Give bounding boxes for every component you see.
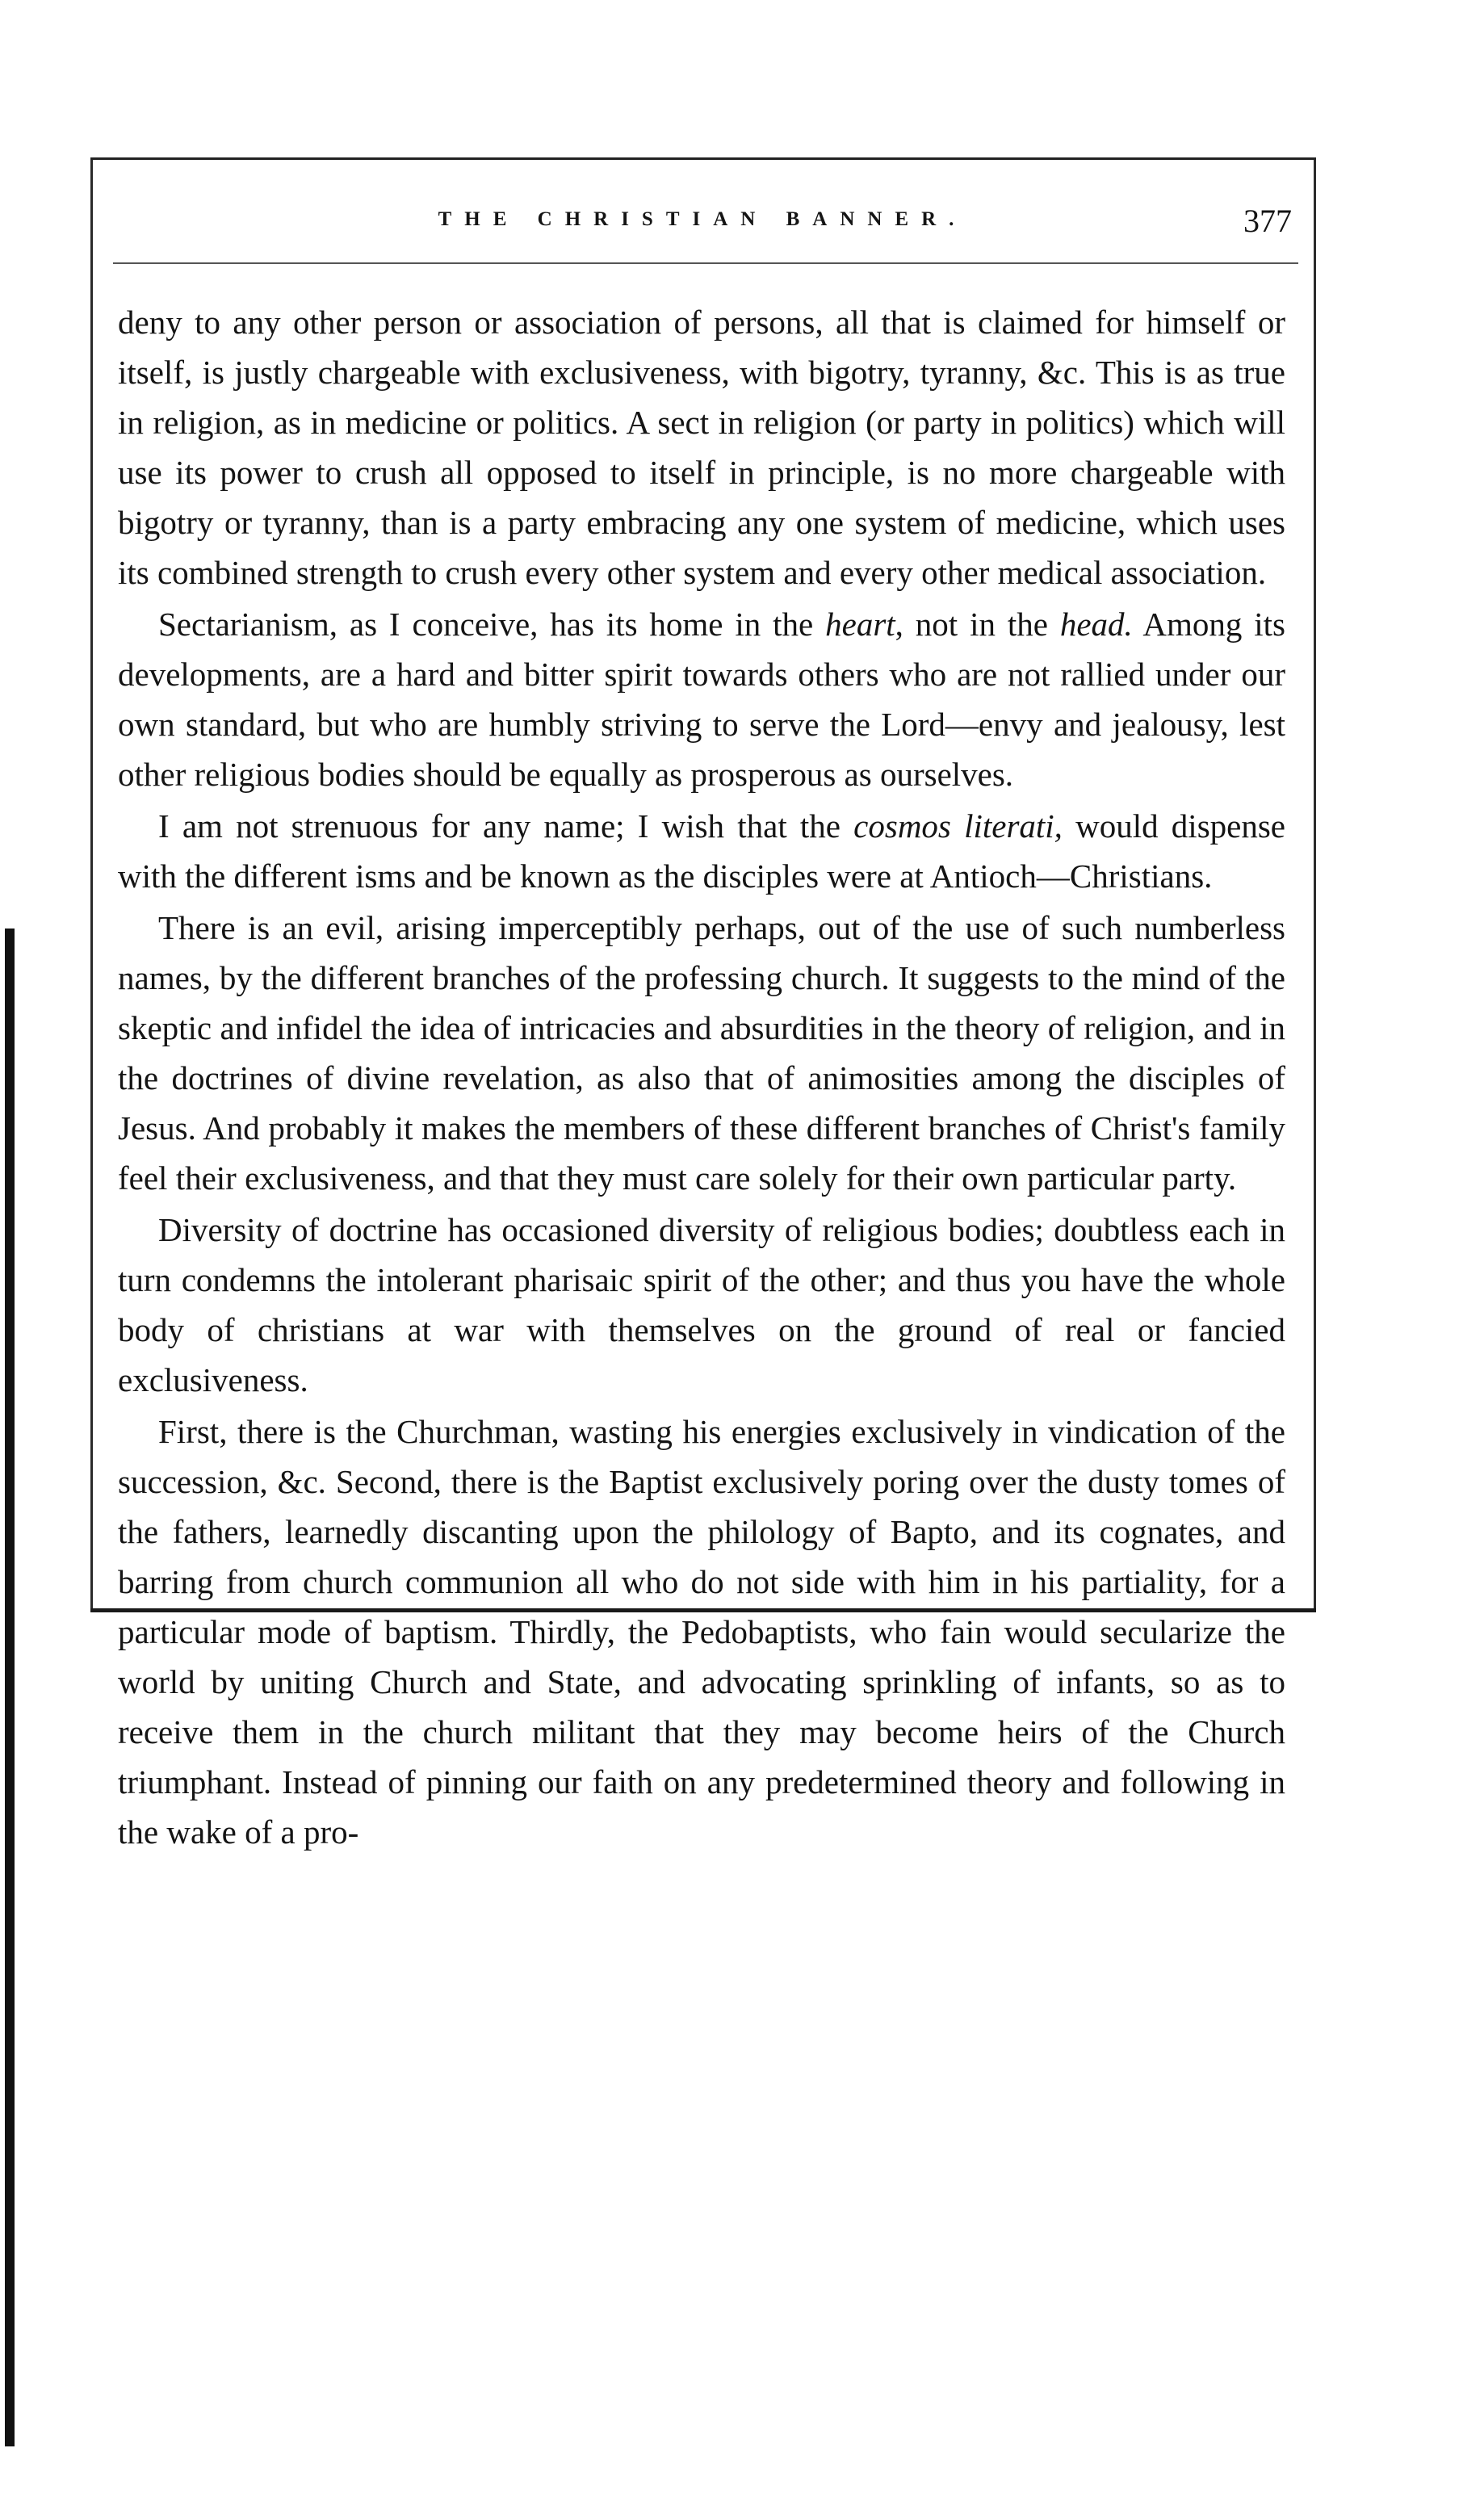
bottom-rule: [90, 1608, 1316, 1612]
paragraph-2-part-b: , not in the: [895, 606, 1060, 643]
paragraph-2: [118, 599, 1285, 799]
paragraph-3: [118, 801, 1285, 901]
emphasis-heart: heart: [825, 606, 895, 643]
paragraph-2-part-a: Sectarianism, as I conceive, has its home in the: [158, 606, 826, 643]
paragraph-3-part-a: I am not strenuous for any name; I wish that the: [158, 807, 854, 845]
paragraph-4: There is an evil, arising imperceptibly perhaps, out of the use of such numberless names, by the different branches of the professing church. It suggests to the mind of the skeptic and infidel the idea of intricacies and absurdities in the theory of religion, and in the doctrines of divine revelation, as also that of animosities among the disciples of Jesus. And probably it makes the members of these different branches of Christ's family feel their exclusiveness, and that they must care solely for their own particular party.: [118, 909, 1285, 1197]
paragraph-5: Diversity of doctrine has occasioned diversity of religious bodies; doubtless each in turn condemns the intolerant pharisaic spirit of the other; and thus you have the whole body of christians at war with themselves on the ground of real or fancied exclusiveness.: [118, 1211, 1285, 1398]
top-rule: [90, 157, 1316, 160]
header-rule: [113, 262, 1298, 264]
page-number: 377: [1243, 203, 1292, 239]
running-head: [113, 202, 1292, 250]
paragraph-6: First, there is the Churchman, wasting his energies exclusively in vindication of the succession, &c. Second, there is the Baptist exclusively poring over the dusty tomes of the fathers, learnedly discanting upon the philology of Bapto, and its cognates, and barring from church communion all who do not side with him in his partiality, for a particular mode of baptism. Thirdly, the Pedobaptists, who fain would secularize the world by uniting Church and State, and advocating sprinkling of infants, so as to receive them in the church militant that they may become heirs of the Church triumphant. Instead of pinning our faith on any predetermined theory and following in the wake of a pro-: [118, 1413, 1285, 1851]
running-head-title: THE CHRISTIAN BANNER.: [438, 208, 967, 230]
paragraph-2-part-c: Among its developments, are a hard and bitter spirit towards others who are not rallied under our own standard, but who are humbly striving to serve the Lord—envy and jealousy, lest other religious bodies should be equally as prosperous as ourselves.: [118, 606, 1285, 793]
scan-binding-edge: [5, 929, 15, 2446]
paragraph-1: deny to any other person or association of persons, all that is claimed for himself or itself, is justly chargeable with exclusiveness, with bigotry, tyranny, &c. This is as true in religion, as in medicine or politics. A sect in religion (or party in politics) which will use its power to crush all opposed to itself in principle, is no more chargeable with bigotry or tyranny, than is a party embracing any one system of medicine, which uses its combined strength to crush every other system and every other medical association.: [118, 304, 1285, 591]
article-body: [118, 297, 1285, 1859]
emphasis-cosmos-literati: cosmos literati,: [853, 807, 1063, 845]
paragraph-3-part-b: would dispense with the different isms and be known as the disciples were at Antioch—Christians.: [118, 807, 1286, 895]
emphasis-head: head.: [1059, 606, 1133, 643]
